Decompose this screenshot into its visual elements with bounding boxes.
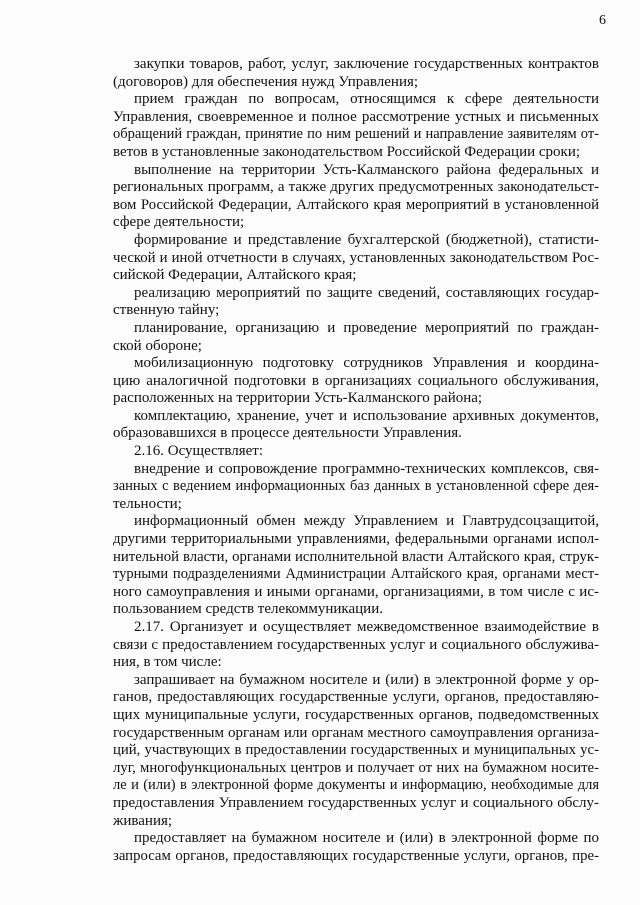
text-line: предоставляет на бумажном носителе и (или) в электронной форме по xyxy=(134,830,599,847)
text-line: щих муниципальные услуги, государственных органов, подведомственных xyxy=(113,706,599,723)
text-line: формирование и представление бухгалтерской (бюджетной), статисти- xyxy=(134,231,599,248)
text-line: занных с ведением информационных баз данных в установленной сфере дея- xyxy=(113,478,599,495)
text-line: тельности; xyxy=(113,495,182,512)
text-line: прием граждан по вопросам, относящимся к сфере деятельности xyxy=(134,91,599,108)
text-line: ской обороне; xyxy=(113,337,202,354)
text-line: ветов в установленные законодательством Российской Федерации сроки; xyxy=(113,143,581,160)
text-line: 2.16. Осуществляет: xyxy=(134,443,263,460)
text-line: нительной власти, органами исполнительной власти Алтайского края, струк- xyxy=(113,548,599,565)
page-number: 6 xyxy=(599,13,606,28)
text-line: образовавшихся в процессе деятельности Управления. xyxy=(113,425,462,442)
text-line: закупки товаров, работ, услуг, заключение государственных контрактов xyxy=(134,56,599,72)
text-line: планирование, организацию и проведение мероприятий по граждан- xyxy=(134,319,599,336)
text-line: ственную тайну; xyxy=(113,302,220,319)
text-line: запросам органов, предоставляющих государственные услуги, органов, пре- xyxy=(113,847,599,864)
text-line: запрашивает на бумажном носителе и (или) в электронной форме у ор- xyxy=(134,671,599,688)
text-line: внедрение и сопровождение программно-технических комплексов, свя- xyxy=(134,460,599,477)
text-line: ле и (или) в электронной форме документы и информацию, необходимые для xyxy=(113,777,599,794)
text-line: ния, в том числе: xyxy=(113,654,222,671)
text-line: луг, многофункциональных центров и получает от них на бумажном носите- xyxy=(113,759,599,776)
text-line: предоставления Управлением государственных услуг и социального обслу- xyxy=(113,794,599,811)
text-line: цию аналогичной подготовки в организациях социального обслуживания, xyxy=(113,372,599,389)
text-line: ганов, предоставляющих государственные услуги, органов, предоставляю- xyxy=(113,689,599,706)
text-line: вом Российской Федерации, Алтайского края мероприятий в установленной xyxy=(113,196,599,213)
text-line: государственным органам или органам местного самоуправления организа- xyxy=(113,724,599,741)
text-line: живания; xyxy=(113,812,173,829)
text-line: 2.17. Организует и осуществляет межведомственное взаимодействие в xyxy=(134,619,599,635)
text-line: пользованием средств телекоммуникации. xyxy=(113,601,383,618)
text-line: ного самоуправления и иными органами, организациями, в том числе с ис- xyxy=(113,583,599,600)
text-line: обращений граждан, принятие по ним решений и направление заявителям от- xyxy=(113,126,599,143)
text-line: региональных программ, а также других предусмотренных законодательст- xyxy=(113,179,599,196)
text-line: турными подразделениями Администрации Алтайского края, органами мест- xyxy=(113,566,599,583)
text-line: комплектацию, хранение, учет и использование архивных документов, xyxy=(134,407,599,424)
text-line: (договоров) для обеспечения нужд Управления; xyxy=(113,73,419,90)
text-line: мобилизационную подготовку сотрудников Управления и координа- xyxy=(134,355,599,372)
document-body xyxy=(113,56,599,865)
text-line: Управления, своевременное и полное рассмотрение устных и письменных xyxy=(113,108,599,125)
text-line: ческой и иной отчетности в случаях, установленных законодательством Рос- xyxy=(113,249,599,266)
text-line: информационный обмен между Управлением и Главтрудсоцзащитой, xyxy=(134,513,599,530)
text-line: реализацию мероприятий по защите сведений, составляющих государ- xyxy=(134,284,599,301)
text-line: связи с предоставлением государственных услуг и социального обслужива- xyxy=(113,636,599,653)
text-line: сфере деятельности; xyxy=(113,214,245,231)
text-line: другими территориальными управлениями, федеральными органами испол- xyxy=(113,531,599,548)
text-line: ций, участвующих в предоставлении государственных и муниципальных ус- xyxy=(113,742,599,759)
text-line: расположенных на территории Усть-Калманского района; xyxy=(113,390,483,407)
text-line: сийской Федерации, Алтайского края; xyxy=(113,267,357,284)
text-line: выполнение на территории Усть-Калманского района федеральных и xyxy=(134,161,599,178)
